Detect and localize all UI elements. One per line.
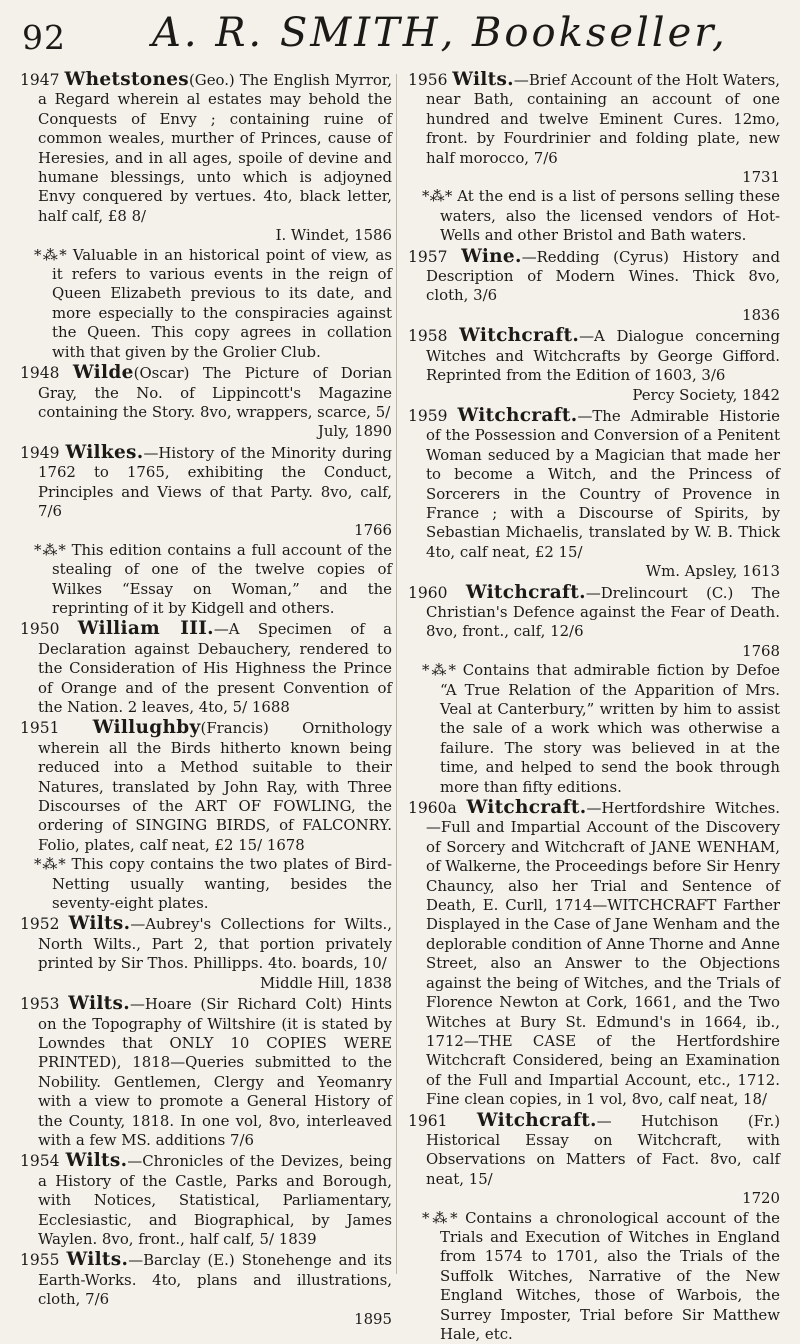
catalogue-entry [20, 363, 392, 442]
entry-body [20, 363, 392, 442]
entry-body [408, 1111, 780, 1209]
entry-body [408, 583, 780, 662]
catalogue-entry [408, 406, 780, 582]
entry-description: —Hoare (Sir Richard Colt) Hints on the Topography of Wiltshire (it is stated by Lowndes that ONLY 10 COPIES WERE PRINTED), 1818—Queries submitted to the Nobility. Gentlemen, Clergy and Yeomanry with a view to promote a General History of the County, 1818. In one vol, 8vo, interleaved with a few MS. additions 7/6 [38, 995, 392, 1149]
entry-subject: Wine. [461, 245, 522, 267]
lot-number: 1959 [408, 406, 448, 425]
entry-body [408, 247, 780, 326]
entry-body [20, 1250, 392, 1329]
entry-imprint: 1766 [354, 521, 392, 540]
entry-body [20, 994, 392, 1150]
lot-number: 1960a [408, 799, 457, 818]
lot-number: 1961 [408, 1111, 448, 1130]
entry-note: *⁂* Valuable in an historical point of view, as it refers to various events in the reign of Queen Elizabeth previous to its date, and more especially to the conspiracies against the Queen. This copy agrees in collation with that given by the Grolier Club. [34, 245, 392, 361]
entry-imprint: Percy Society, 1842 [632, 385, 780, 404]
lot-number: 1952 [20, 915, 60, 934]
catalogue-entry [20, 619, 392, 717]
entry-subject: Willughby [92, 717, 201, 739]
lot-number: 1947 [20, 71, 60, 89]
lot-number: 1951 [20, 719, 60, 738]
entry-description: —Barclay (E.) Stonehenge and its Earth-Works. 4to, plans and illustrations, cloth, 7/6 [38, 1251, 393, 1309]
entry-imprint: Wm. Apsley, 1613 [645, 562, 780, 581]
lot-number: 1957 [408, 247, 448, 266]
entry-subject: Wilts. [68, 993, 130, 1015]
entry-body [20, 619, 392, 717]
catalogue-entry [408, 70, 780, 246]
catalogue-entry [408, 798, 780, 1110]
entry-note: *⁂* Contains a chronological account of the Trials and Execution of Witches in England from 1574 to 1701, also the Trials of the Suffolk Witches, Narrative of the New England Witches, those of Warbois, the Surrey Imposter, Trial before Sir Matthew Hale, etc. [422, 1208, 780, 1343]
entry-description: —Brief Account of the Holt Waters, near Bath, containing an account of one hundred and twelve Eminent Cures. 12mo, front. by Fourdrinier and folding plate, new half morocco, 7/6 [426, 71, 780, 167]
entry-body [20, 443, 392, 541]
entry-imprint: 1720 [742, 1189, 780, 1208]
entry-description: (Francis) Ornithology wherein all the Birds hitherto known being reduced into a Method suitable to their Natures, translated by John Ray, with Three Discourses of the ART OF FOWLING, the ordering of SINGING BIRDS, of FALCONRY. Folio, plates, calf neat, £2 15/ 1678 [38, 719, 393, 854]
entry-body [408, 406, 780, 582]
entry-subject: William III. [77, 618, 214, 640]
right-column [408, 69, 781, 1343]
entry-imprint: Middle Hill, 1838 [259, 973, 392, 992]
lot-number: 1949 [20, 443, 60, 462]
lot-number: 1954 [20, 1152, 60, 1171]
entry-subject: Wilts. [68, 913, 131, 935]
entry-description: (Geo.) The English Myrror, a Regard wherein al estates may behold the Conquests of Envy ; containing ruine of common weales, murther of Princes, cause of Heresies, and in all ages, spoile of devine and humane blessings, unto which is adjoyned Envy conquered by vertues. 4to, black letter, half calf, £8 8/ [38, 71, 393, 225]
entry-subject: Witchcraft. [465, 581, 586, 603]
entry-subject: Witchcraft. [466, 797, 587, 819]
lot-number: 1960 [408, 583, 448, 602]
entry-note: *⁂* This copy contains the two plates of Bird-Netting usually wanting, besides the seventy-eight plates. [34, 855, 392, 913]
entry-subject: Wilts. [452, 69, 514, 90]
entry-description: —Drelincourt (C.) The Christian's Defence against the Fear of Death. 8vo, front., calf, 12/6 [426, 583, 781, 641]
entry-imprint: I. Windet, 1586 [275, 226, 392, 245]
catalogue-entry [20, 718, 392, 913]
lot-number: 1948 [20, 364, 60, 383]
entry-body [408, 326, 780, 405]
entry-description: —A Dialogue concerning Witches and Witchcrafts by George Gifford. Reprinted from the Edition of 1603, 3/6 [426, 327, 781, 385]
entry-subject: Witchcraft. [459, 325, 580, 347]
page-header [0, 0, 800, 68]
left-column [20, 69, 393, 1328]
entry-subject: Wilts. [65, 1150, 128, 1172]
entry-body [20, 718, 392, 855]
catalogue-entry [408, 583, 780, 797]
catalogue-entry [20, 443, 392, 619]
entry-subject: Whetstones [64, 69, 189, 90]
entry-description: —Hertfordshire Witches.—Full and Impartial Account of the Discovery of Sorcery and Witchcraft of JANE WENHAM, of Walkerne, the Proceedings before Sir Henry Chauncy, also her Trial and Sentence of Death, E. Curll, 1714—WITCHCRAFT Farther Displayed in the Case of Jane Wenham and the deplorable condition of Anne Thorne and Anne Street, also an Answer to the Objections against the being of Witches, and the Trials of Florence Newton at Cork, 1661, and the Two Witches at Bury St. Edmund's in 1664, ib., 1712—THE CASE of the Hertfordshire Witchcraft Considered, being an Examination of the Full and Impartial Account, etc., 1712. Fine clean copies, in 1 vol, 8vo, calf neat, 18/ [426, 799, 781, 1109]
entry-description: —Aubrey's Collections for Wilts., North Wilts., Part 2, that portion privately printed by Sir Thos. Phillipps. 4to. boards, 10/ [38, 915, 392, 973]
entry-subject: Witchcraft. [457, 404, 578, 426]
catalogue-entry [20, 1250, 392, 1329]
entry-note: *⁂* This edition contains a full account of the stealing of one of the twelve copies of Wilkes “Essay on Woman,” and the reprinting of it by Kidgell and others. [34, 540, 392, 617]
entry-subject: Wilkes. [65, 441, 144, 463]
catalogue-entry [408, 1111, 780, 1344]
entry-description: —A Specimen of a Declaration against Debauchery, rendered to the Consideration of His Highness the Prince of Orange and of the present Convention of the Nation. 2 leaves, 4to, 5/ 1688 [38, 620, 392, 716]
entry-description: —History of the Minority during 1762 to 1765, exhibiting the Conduct, Principles and Views of that Party. 8vo, calf, 7/6 [38, 443, 392, 520]
column-divider [396, 74, 397, 1274]
entry-description: —Chronicles of the Devizes, being a History of the Castle, Parks and Borough, with Notices, Statistical, Parliamentary, Ecclesiastic, and Biographical, by James Waylen. 8vo, front., half calf, 5/ 1839 [38, 1152, 392, 1248]
entry-imprint: 1836 [742, 305, 780, 324]
entry-description: (Oscar) The Picture of Dorian Gray, the No. of Lippincott's Magazine containing the Story. 8vo, wrappers, scarce, 5/ [38, 364, 392, 421]
catalogue-entry [408, 326, 780, 405]
catalogue-entry [408, 247, 780, 326]
entry-note: *⁂* Contains that admirable fiction by Defoe “A True Relation of the Apparition of Mrs. Veal at Canterbury,” written by him to assist the sale of a work which was otherwise a failure. The story was believed in at the time, and helped to send the book through more than fifty editions. [422, 661, 780, 796]
entry-subject: Witchcraft. [476, 1109, 597, 1131]
entry-subject: Wilde [72, 362, 134, 384]
entry-imprint: 1731 [742, 168, 780, 187]
lot-number: 1958 [408, 327, 448, 346]
lot-number: 1953 [20, 995, 60, 1014]
entry-imprint: 1895 [354, 1309, 392, 1328]
lot-number: 1955 [20, 1251, 60, 1270]
entry-imprint: July, 1890 [317, 422, 392, 441]
running-head: A. R. SMITH, Bookseller, [152, 10, 728, 56]
lot-number: 1950 [20, 620, 60, 639]
entry-description: — Hutchison (Fr.) Historical Essay on Witchcraft, with Observations on Matters of Fact. 8vo, calf neat, 15/ [426, 1111, 780, 1188]
entry-description: —Redding (Cyrus) History and Description of Modern Wines. Thick 8vo, cloth, 3/6 [426, 247, 780, 305]
page-number: 92 [22, 18, 66, 57]
entry-body [408, 798, 780, 1110]
catalogue-entry [20, 914, 392, 993]
catalogue-entry [20, 994, 392, 1150]
lot-number: 1956 [408, 71, 448, 89]
entry-body [20, 914, 392, 993]
catalogue-entry [20, 70, 392, 362]
entry-body [20, 1151, 392, 1249]
entry-description: —The Admirable Historie of the Possession and Conversion of a Penitent Woman seduced by a Magician that made her to become a Witch, and the Princess of Sorcerers in the Country of Provence in France ; with a Discourse of Spirits, by Sebastian Michaelis, translated by W. B. Thick 4to, calf neat, £2 15/ [426, 406, 780, 561]
entry-imprint: 1768 [742, 641, 780, 660]
entry-subject: Wilts. [66, 1249, 129, 1271]
entry-body [408, 70, 780, 187]
entry-body [20, 70, 392, 246]
catalogue-entry [20, 1151, 392, 1249]
entry-note: *⁂* At the end is a list of persons selling these waters, also the licensed vendors of Hot-Wells and other Bristol and Bath waters. [422, 187, 780, 245]
